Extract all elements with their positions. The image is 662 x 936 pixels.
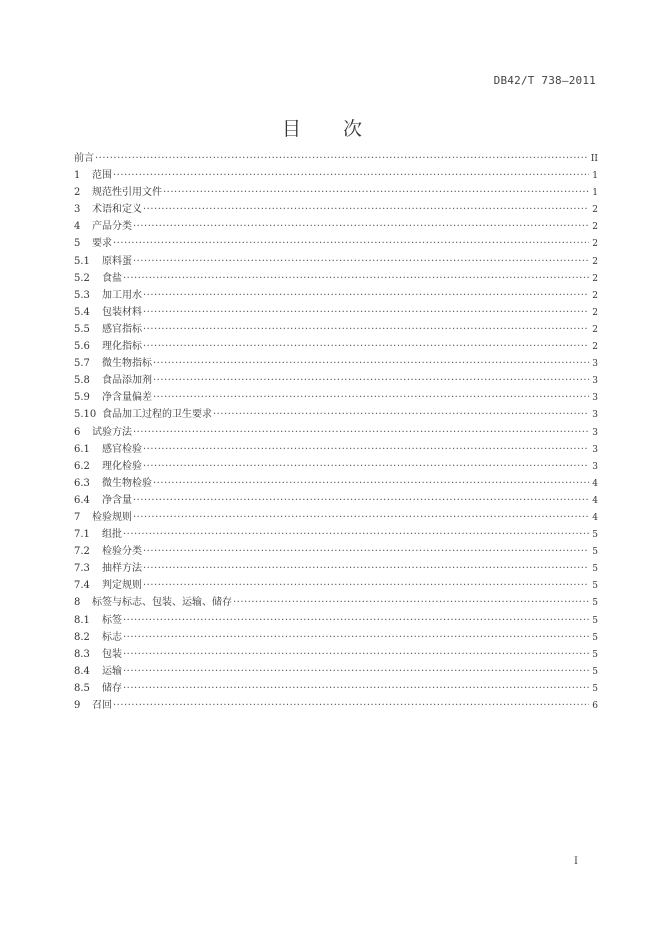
toc-entry-label: 包装 <box>102 648 122 660</box>
toc-entry-number: 3 <box>74 204 81 216</box>
toc-entry-label: 食盐 <box>102 272 122 284</box>
toc-entry-number: 5.8 <box>74 375 90 387</box>
toc-leader-dots <box>123 663 589 680</box>
toc-entry-page: 1 <box>592 188 598 199</box>
toc-leader-dots <box>233 594 589 611</box>
toc-entry[interactable] <box>74 475 598 492</box>
toc-entry[interactable] <box>74 663 598 680</box>
toc-entry-label: 组批 <box>102 529 122 541</box>
toc-entry-number: 7 <box>74 511 81 523</box>
toc-entry-number: 7.4 <box>74 580 90 592</box>
toc-leader-dots <box>123 526 589 543</box>
toc-entry-number: 6.4 <box>74 494 90 506</box>
toc-entry-label: 感官检验 <box>102 443 142 455</box>
toc-entry-number: 5.3 <box>74 289 90 301</box>
toc-entry-label: 储存 <box>102 682 122 694</box>
toc-entry[interactable] <box>74 287 598 304</box>
toc-leader-dots <box>113 235 589 252</box>
toc-leader-dots <box>143 304 589 321</box>
toc-entry-number: 5.6 <box>74 341 90 353</box>
toc-entry-label: 理化检验 <box>102 460 142 472</box>
toc-entry-label: 范围 <box>92 170 112 182</box>
toc-leader-dots <box>143 577 589 594</box>
toc-entry[interactable] <box>74 235 598 252</box>
toc-entry-page: 3 <box>592 376 598 387</box>
toc-entry-page: 5 <box>592 581 598 592</box>
toc-entry-page: 4 <box>592 495 598 506</box>
toc-entry-number: 7.1 <box>74 529 90 541</box>
toc-leader-dots <box>153 372 589 389</box>
toc-entry-page: 5 <box>592 564 598 575</box>
toc-entry[interactable] <box>74 646 598 663</box>
toc-entry-label: 抽样方法 <box>102 563 142 575</box>
toc-entry[interactable] <box>74 697 598 714</box>
toc-leader-dots <box>123 270 589 287</box>
toc-leader-dots <box>123 612 589 629</box>
toc-entry-label: 召回 <box>92 700 112 711</box>
toc-entry[interactable] <box>74 680 598 697</box>
toc-entry-page: 2 <box>592 222 598 233</box>
toc-entry-label: 微生物检验 <box>102 477 152 489</box>
toc-leader-dots <box>133 492 589 509</box>
toc-entry-label: 规范性引用文件 <box>92 187 162 199</box>
toc-entry-label: 判定规则 <box>102 580 142 592</box>
toc-entry[interactable] <box>74 492 598 509</box>
table-of-contents <box>74 150 598 714</box>
toc-entry[interactable] <box>74 424 598 441</box>
toc-leader-dots <box>143 321 589 338</box>
toc-entry-number: 5.1 <box>74 255 90 267</box>
toc-entry[interactable] <box>74 338 598 355</box>
toc-leader-dots <box>123 680 589 697</box>
toc-leader-dots <box>143 458 589 475</box>
document-code: DB42/T 738—2011 <box>493 74 596 87</box>
toc-entry[interactable] <box>74 629 598 646</box>
toc-entry-number: 5.7 <box>74 358 90 370</box>
toc-entry[interactable] <box>74 253 598 270</box>
toc-leader-dots <box>143 338 589 355</box>
toc-entry-number: 6.1 <box>74 443 90 455</box>
toc-title: 目 次 <box>281 118 381 140</box>
toc-entry-number: 8.5 <box>74 682 90 694</box>
toc-entry[interactable] <box>74 372 598 389</box>
toc-entry[interactable] <box>74 594 598 611</box>
toc-leader-dots <box>143 287 589 304</box>
toc-entry-label: 微生物指标 <box>102 358 152 370</box>
toc-entry-number: 6.3 <box>74 477 90 489</box>
toc-entry-label: 试验方法 <box>92 426 132 438</box>
toc-entry[interactable] <box>74 218 598 235</box>
toc-entry-label: 包装材料 <box>102 306 142 318</box>
toc-entry-number: 7.2 <box>74 546 90 558</box>
toc-entry-page: 5 <box>592 615 598 626</box>
toc-leader-dots <box>113 167 589 184</box>
toc-entry-number: 8.4 <box>74 665 90 677</box>
toc-entry-page: 1 <box>592 171 598 182</box>
toc-entry-number: 4 <box>74 221 81 233</box>
toc-entry[interactable] <box>74 270 598 287</box>
toc-entry[interactable] <box>74 389 598 406</box>
toc-entry-number: 5.2 <box>74 272 90 284</box>
toc-entry-number: 7.3 <box>74 563 90 575</box>
toc-entry-number: 8.1 <box>74 614 90 626</box>
toc-entry-page: 2 <box>592 273 598 284</box>
toc-entry-page: 3 <box>592 427 598 438</box>
toc-entry-page: 3 <box>592 359 598 370</box>
toc-leader-dots <box>133 509 589 526</box>
toc-entry-page: 2 <box>592 205 598 216</box>
toc-entry[interactable] <box>74 184 598 201</box>
toc-entry-page: 2 <box>592 239 598 250</box>
toc-entry[interactable] <box>74 441 598 458</box>
toc-entry-page: 2 <box>592 256 598 267</box>
toc-entry[interactable] <box>74 612 598 629</box>
toc-entry[interactable] <box>74 406 598 423</box>
toc-entry[interactable] <box>74 543 598 560</box>
toc-leader-dots <box>95 150 588 167</box>
toc-entry-page: 4 <box>592 512 598 523</box>
toc-entry-label: 净含量偏差 <box>102 392 152 404</box>
toc-leader-dots <box>213 406 589 423</box>
toc-entry[interactable] <box>74 321 598 338</box>
toc-entry-label: 加工用水 <box>102 289 142 301</box>
toc-entry-number: 8 <box>74 597 81 609</box>
toc-entry-page: 5 <box>592 598 598 609</box>
toc-entry-page: 4 <box>592 478 598 489</box>
toc-entry-label: 检验规则 <box>92 511 132 523</box>
toc-entry-page: 2 <box>592 307 598 318</box>
toc-entry-page: 5 <box>592 530 598 541</box>
toc-leader-dots <box>113 697 589 714</box>
toc-entry[interactable] <box>74 355 598 372</box>
toc-entry-label: 净含量 <box>102 494 132 506</box>
toc-entry-number: 1 <box>74 170 81 182</box>
toc-entry-label: 食品加工过程的卫生要求 <box>102 409 212 421</box>
toc-leader-dots <box>153 389 589 406</box>
toc-leader-dots <box>143 441 589 458</box>
toc-entry-label: 理化指标 <box>102 341 142 353</box>
toc-leader-dots <box>153 475 589 492</box>
toc-leader-dots <box>143 543 589 560</box>
toc-entry-number: 5.10 <box>74 409 97 421</box>
toc-entry-page: 5 <box>592 683 598 694</box>
toc-entry-label: 检验分类 <box>102 546 142 558</box>
toc-entry-label: 感官指标 <box>102 323 142 335</box>
toc-entry-page: II <box>590 154 598 164</box>
toc-entry-page: 5 <box>592 649 598 660</box>
toc-leader-dots <box>133 218 589 235</box>
toc-entry-page: 3 <box>592 461 598 472</box>
toc-entry-label: 标签 <box>102 614 122 626</box>
toc-entry-label: 标志 <box>102 631 122 643</box>
toc-entry[interactable] <box>74 526 598 543</box>
toc-entry[interactable] <box>74 167 598 184</box>
toc-entry-number: 5 <box>74 238 81 250</box>
toc-entry-label: 前言 <box>74 153 94 164</box>
toc-leader-dots <box>163 184 589 201</box>
toc-entry-number: 8.2 <box>74 631 90 643</box>
toc-entry-page: 5 <box>592 632 598 643</box>
toc-entry[interactable] <box>74 304 598 321</box>
toc-entry-page: 3 <box>592 393 598 404</box>
toc-entry-label: 标签与标志、包装、运输、储存 <box>92 597 232 609</box>
toc-leader-dots <box>143 560 589 577</box>
toc-entry-number: 6 <box>74 426 81 438</box>
toc-entry[interactable] <box>74 458 598 475</box>
toc-entry-page: 2 <box>592 342 598 353</box>
toc-entry-page: 3 <box>592 444 598 455</box>
toc-entry-number: 5.5 <box>74 323 90 335</box>
toc-entry-label: 要求 <box>92 238 112 250</box>
footer-page-number: I <box>574 856 578 867</box>
toc-entry[interactable] <box>74 577 598 594</box>
toc-entry-page: 5 <box>592 666 598 677</box>
toc-entry-label: 运输 <box>102 665 122 677</box>
toc-entry-page: 2 <box>592 290 598 301</box>
toc-entry-label: 食品添加剂 <box>102 375 152 387</box>
toc-entry-number: 2 <box>74 187 81 199</box>
toc-leader-dots <box>123 629 589 646</box>
toc-entry[interactable] <box>74 150 598 167</box>
toc-entry-number: 6.2 <box>74 460 90 472</box>
toc-entry[interactable] <box>74 509 598 526</box>
toc-leader-dots <box>133 424 589 441</box>
toc-entry-label: 原料蛋 <box>102 255 132 267</box>
toc-leader-dots <box>153 355 589 372</box>
toc-entry-page: 6 <box>592 701 598 711</box>
toc-entry-page: 5 <box>592 547 598 558</box>
toc-entry-page: 2 <box>592 324 598 335</box>
toc-entry-number: 8.3 <box>74 648 90 660</box>
toc-entry[interactable] <box>74 560 598 577</box>
toc-entry-number: 5.4 <box>74 306 90 318</box>
toc-entry-label: 术语和定义 <box>92 204 142 216</box>
toc-entry[interactable] <box>74 201 598 218</box>
toc-entry-page: 3 <box>592 410 598 421</box>
toc-entry-label: 产品分类 <box>92 221 132 233</box>
toc-leader-dots <box>143 201 589 218</box>
toc-leader-dots <box>123 646 589 663</box>
toc-entry-number: 9 <box>74 700 81 711</box>
toc-entry-number: 5.9 <box>74 392 90 404</box>
toc-leader-dots <box>133 253 589 270</box>
